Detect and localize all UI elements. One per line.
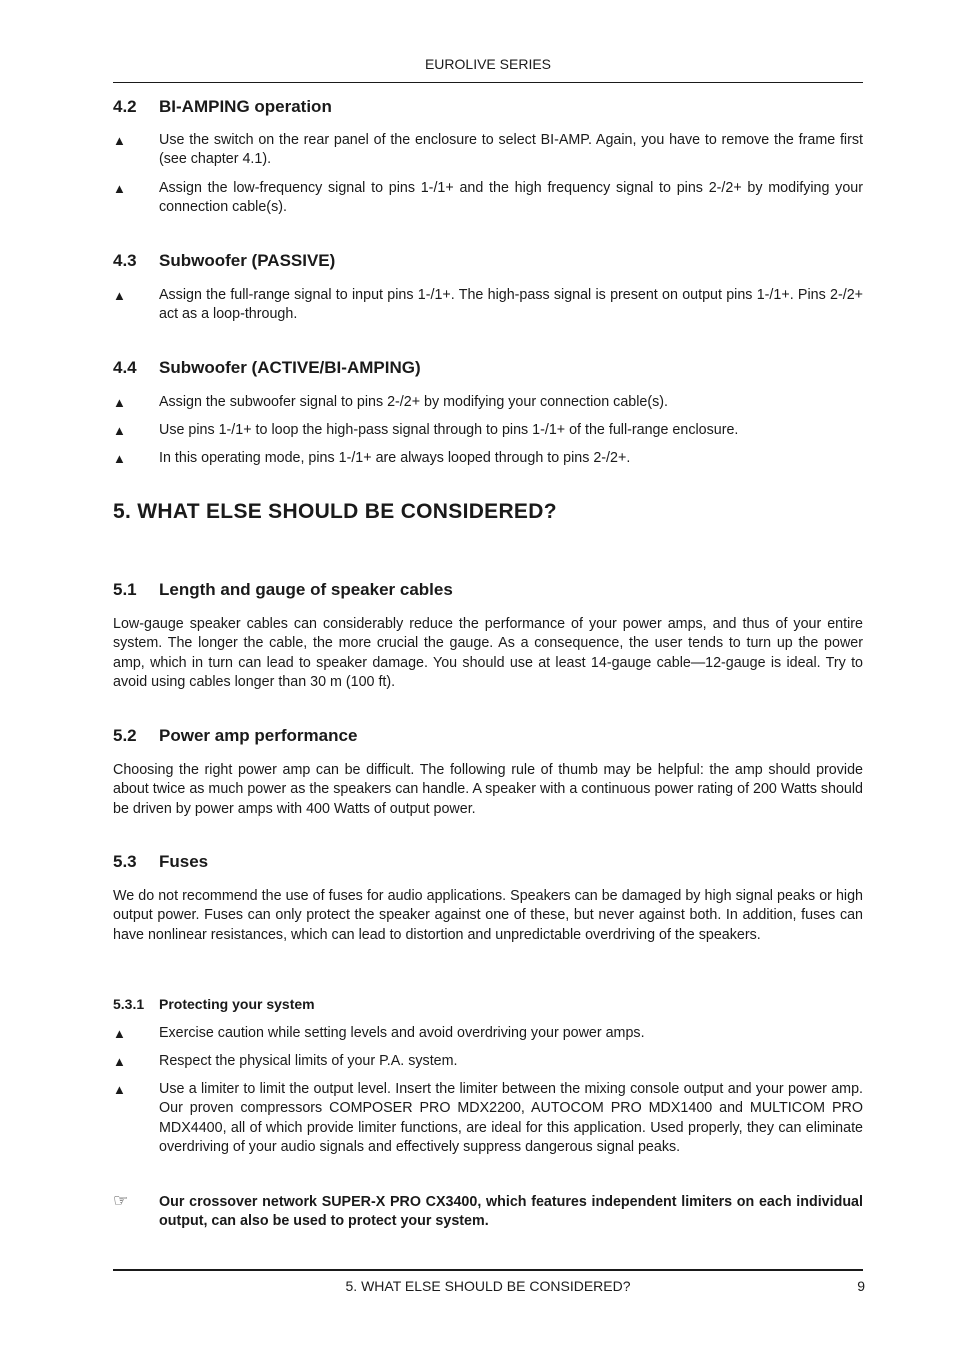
list-item xyxy=(113,131,863,170)
section-number: 5.1 xyxy=(113,580,137,599)
list-item xyxy=(113,179,863,218)
triangle-bullet-icon: ▲ xyxy=(113,133,126,148)
list-item xyxy=(113,421,863,440)
pointing-hand-icon: ☞ xyxy=(113,1191,129,1210)
section-title: Protecting your system xyxy=(159,996,315,1012)
section-title: Length and gauge of speaker cables xyxy=(159,580,453,599)
section-number: 5.3 xyxy=(113,852,137,871)
triangle-bullet-icon: ▲ xyxy=(113,181,126,196)
running-footer-title: 5. WHAT ELSE SHOULD BE CONSIDERED? xyxy=(345,1278,631,1294)
footer-rule xyxy=(113,1269,863,1271)
list-item xyxy=(113,449,863,468)
list-item xyxy=(113,286,863,325)
running-header: EUROLIVE SERIES xyxy=(424,56,552,72)
section-4-4-heading xyxy=(113,358,421,378)
triangle-bullet-icon: ▲ xyxy=(113,423,126,438)
triangle-bullet-icon: ▲ xyxy=(113,451,126,466)
list-item xyxy=(113,1052,863,1071)
section-5-1-heading xyxy=(113,580,453,600)
section-title: Subwoofer (ACTIVE/BI-AMPING) xyxy=(159,358,421,377)
list-item-text: Assign the low-frequency signal to pins 1-/1+ and the high frequency signal to pins 2-/2+ by modifying your connection cable(s). xyxy=(159,180,863,216)
section-number: 4.4 xyxy=(113,358,137,377)
list-item-text: Assign the full-range signal to input pins 1-/1+. The high-pass signal is present on output pins 1-/1+. Pins 2-/2+ act as a loop-through. xyxy=(159,287,863,323)
triangle-bullet-icon: ▲ xyxy=(113,1082,126,1097)
section-title: Subwoofer (PASSIVE) xyxy=(159,251,336,270)
list-item-text: Use the switch on the rear panel of the enclosure to select BI-AMP. Again, you have to remove the frame first (see chapter 4.1). xyxy=(159,132,863,168)
list-item xyxy=(113,1080,863,1157)
list-item-text: Use a limiter to limit the output level. Insert the limiter between the mixing console output and your power amp. Our proven compressors COMPOSER PRO MDX2200, AUTOCOM PRO MDX1400 and MULTICOM PRO MDX4400, all of which provide limiter functions, are ideal for this application. Used properly, they can eliminate overdriving of your audio signals and effectively suppress dangerous signal peaks. xyxy=(159,1081,863,1155)
page-number: 9 xyxy=(857,1278,865,1294)
section-title: Fuses xyxy=(159,852,209,871)
section-number: 5.2 xyxy=(113,726,137,745)
section-title: Power amp performance xyxy=(159,726,358,745)
section-5-2-heading xyxy=(113,726,357,746)
list-item-text: Assign the subwoofer signal to pins 2-/2+ by modifying your connection cable(s). xyxy=(159,394,669,410)
list-item xyxy=(113,1024,863,1043)
triangle-bullet-icon: ▲ xyxy=(113,288,126,303)
list-item-text: Exercise caution while setting levels and avoid overdriving your power amps. xyxy=(159,1025,645,1041)
section-5-3-1-heading xyxy=(113,996,315,1012)
note-text: Our crossover network SUPER-X PRO CX3400, which features independent limiters on each individual output, can also be used to protect your system. xyxy=(159,1194,863,1230)
section-title: BI-AMPING operation xyxy=(159,97,332,116)
triangle-bullet-icon: ▲ xyxy=(113,1026,126,1041)
section-number: 5.3.1 xyxy=(113,996,145,1012)
section-4-3-heading xyxy=(113,251,335,271)
section-number: 4.2 xyxy=(113,97,137,116)
section-5-3-paragraph: We do not recommend the use of fuses for audio applications. Speakers can be damaged by high signal peaks or high output power. Fuses can only protect the speaker against one of these, but never against both. In addition, fuses can have nonlinear resistances, which can lead to distortion and unpredictable overdriving of the speakers. xyxy=(113,888,863,943)
section-4-2-heading xyxy=(113,97,332,117)
list-item xyxy=(113,393,863,412)
list-item-text: In this operating mode, pins 1-/1+ are always looped through to pins 2-/2+. xyxy=(159,450,631,466)
list-item-text: Respect the physical limits of your P.A. system. xyxy=(159,1053,458,1069)
section-5-3-heading xyxy=(113,852,208,872)
chapter-5-heading: 5. WHAT ELSE SHOULD BE CONSIDERED? xyxy=(113,500,557,523)
triangle-bullet-icon: ▲ xyxy=(113,395,126,410)
header-rule xyxy=(113,82,863,83)
section-5-1-paragraph: Low-gauge speaker cables can considerably reduce the performance of your power amps, and thus of your entire system. The longer the cable, the more crucial the gauge. As a consequence, the user tends to turn up the power amp, which in turn can lead to speaker damage. You should use at least 14-gauge cable—12-gauge is ideal. Try to avoid using cables longer than 30 m (100 ft). xyxy=(113,616,863,690)
triangle-bullet-icon: ▲ xyxy=(113,1054,126,1069)
list-item-text: Use pins 1-/1+ to loop the high-pass signal through to pins 1-/1+ of the full-range enclosure. xyxy=(159,422,739,438)
note-item xyxy=(113,1193,863,1232)
section-number: 4.3 xyxy=(113,251,137,270)
section-5-2-paragraph: Choosing the right power amp can be difficult. The following rule of thumb may be helpful: the amp should provide about twice as much power as the speakers can handle. A speaker with a continuous power rating of 200 Watts should be driven by power amps with 400 Watts of output power. xyxy=(113,762,863,817)
